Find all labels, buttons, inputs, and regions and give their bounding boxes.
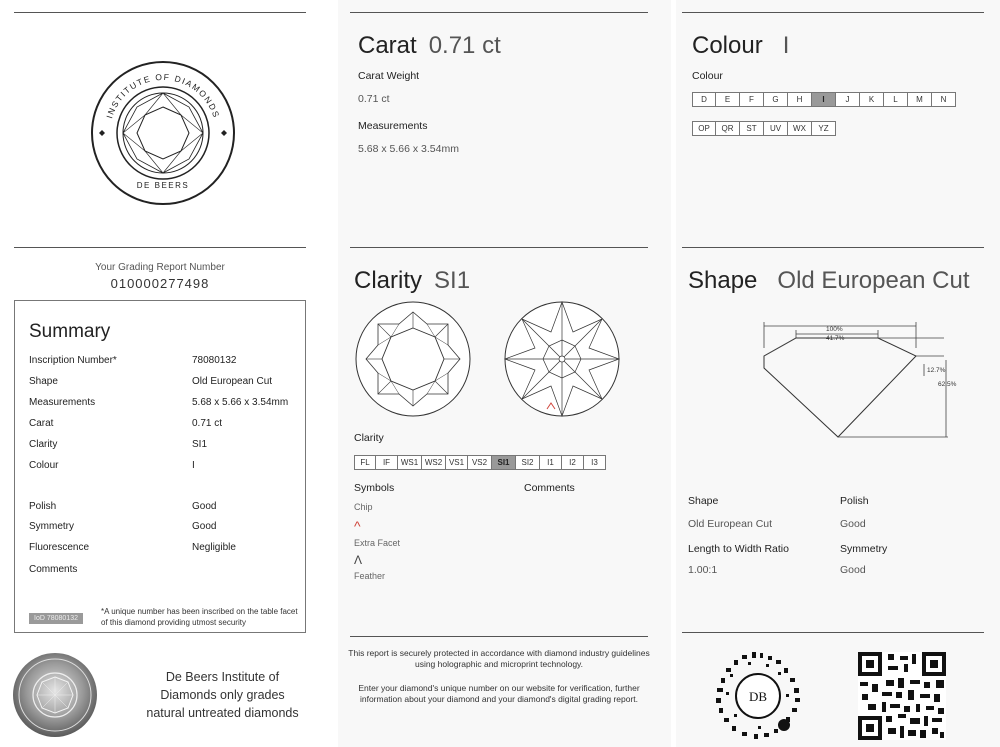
comments-label: Comments bbox=[524, 482, 575, 494]
summary-value: SI1 bbox=[192, 439, 208, 450]
summary-title: Summary bbox=[29, 321, 111, 342]
crown-pct-label: 12.7% bbox=[927, 367, 946, 374]
colour-grade-wx: WX bbox=[788, 121, 812, 136]
lw-ratio-label: Length to Width Ratio bbox=[688, 543, 789, 555]
proportion-diagram bbox=[756, 320, 971, 450]
verification-note: Enter your diamond's unique number on our website for verification, further information about your diamond and your diamond's digital grading report. bbox=[358, 683, 640, 704]
grades-line: natural untreated diamonds bbox=[146, 706, 299, 720]
grades-line: De Beers Institute of bbox=[165, 670, 280, 684]
summary-value: 5.68 x 5.66 x 3.54mm bbox=[192, 397, 289, 408]
summary-key: Fluorescence bbox=[29, 542, 90, 553]
clarity-grade-ws1: WS1 bbox=[398, 455, 422, 470]
colour-grade-f: F bbox=[740, 92, 764, 107]
summary-key: Symmetry bbox=[29, 521, 74, 532]
carat-weight-value: 0.71 ct bbox=[358, 93, 390, 105]
summary-key: Comments bbox=[29, 564, 78, 575]
summary-row bbox=[29, 564, 299, 578]
clarity-pavilion-plot bbox=[503, 300, 621, 423]
clarity-value: SI1 bbox=[434, 267, 471, 294]
symbol-chip-label: Chip bbox=[354, 502, 373, 512]
clarity-grade-i3: I3 bbox=[584, 455, 606, 470]
summary-key: Shape bbox=[29, 376, 58, 387]
summary-key: Polish bbox=[29, 501, 57, 512]
colour-grade-j: J bbox=[836, 92, 860, 107]
shape-value: Old European Cut bbox=[777, 267, 970, 294]
feather-icon: Λ bbox=[354, 553, 363, 567]
symbol-feather-label: Feather bbox=[354, 571, 386, 581]
institute-logo bbox=[90, 60, 236, 206]
summary-key: Carat bbox=[29, 418, 54, 429]
measurements-value: 5.68 x 5.66 x 3.54mm bbox=[358, 143, 459, 155]
logo-arc-bottom-text: DE BEERS bbox=[136, 181, 190, 190]
colour-grade-d: D bbox=[692, 92, 716, 107]
symmetry-value: Good bbox=[840, 564, 866, 576]
clarity-grade-ws2: WS2 bbox=[422, 455, 446, 470]
colour-shape-panel bbox=[676, 0, 1000, 747]
footer-rule bbox=[350, 636, 648, 637]
colour-scale-row-1 bbox=[692, 92, 956, 107]
shape-title: Shape bbox=[688, 267, 758, 294]
summary-key: Inscription Number* bbox=[29, 355, 117, 366]
report-cover-panel bbox=[0, 0, 333, 747]
summary-key: Colour bbox=[29, 460, 59, 471]
shape-prop-value: Old European Cut bbox=[688, 518, 773, 530]
carat-heading bbox=[358, 32, 501, 60]
footer-rule bbox=[682, 632, 984, 633]
symbols-label: Symbols bbox=[354, 482, 395, 494]
colour-grade-n: N bbox=[932, 92, 956, 107]
summary-value: Good bbox=[192, 501, 217, 512]
colour-grade-h: H bbox=[788, 92, 812, 107]
clarity-scale-label: Clarity bbox=[354, 432, 384, 444]
depth-pct-label: 62.5% bbox=[938, 381, 957, 388]
polish-value: Good bbox=[840, 518, 866, 530]
summary-value: 0.71 ct bbox=[192, 418, 223, 429]
width-pct-label: 100% bbox=[826, 326, 843, 333]
symmetry-label: Symmetry bbox=[840, 543, 888, 555]
colour-grade-e: E bbox=[716, 92, 740, 107]
shape-prop-label: Shape bbox=[688, 495, 719, 507]
carat-value: 0.71 ct bbox=[428, 32, 501, 59]
top-rule bbox=[682, 12, 984, 13]
carat-title: Carat bbox=[358, 32, 417, 59]
colour-grade-yz: YZ bbox=[812, 121, 836, 136]
summary-value: Old European Cut bbox=[192, 376, 273, 387]
grades-line: Diamonds only grades bbox=[160, 688, 285, 702]
section-rule bbox=[350, 247, 648, 248]
section-rule bbox=[682, 247, 984, 248]
clarity-scale bbox=[354, 455, 606, 470]
qr-code[interactable] bbox=[858, 652, 946, 745]
summary-row bbox=[29, 460, 299, 474]
summary-row bbox=[29, 501, 299, 515]
report-number: 010000277498 bbox=[110, 276, 210, 291]
colour-grade-l: L bbox=[884, 92, 908, 107]
polish-label: Polish bbox=[840, 495, 869, 507]
measurements-label: Measurements bbox=[358, 120, 428, 132]
top-rule bbox=[350, 12, 648, 13]
colour-grade-i: I bbox=[812, 92, 836, 107]
clarity-grade-vs1: VS1 bbox=[446, 455, 468, 470]
summary-box bbox=[14, 300, 306, 633]
clarity-heading bbox=[354, 267, 470, 295]
logo-arc-top-text: INSTITUTE OF DIAMONDS bbox=[104, 71, 222, 120]
clarity-grade-i2: I2 bbox=[562, 455, 584, 470]
table-pct-label: 41.7% bbox=[826, 335, 845, 342]
summary-row bbox=[29, 355, 299, 369]
carat-weight-label: Carat Weight bbox=[358, 70, 420, 82]
report-number-label: Your Grading Report Number bbox=[95, 262, 225, 273]
summary-value: I bbox=[192, 460, 195, 471]
summary-row bbox=[29, 542, 299, 556]
summary-row bbox=[29, 439, 299, 453]
shape-heading bbox=[688, 267, 970, 295]
summary-row bbox=[29, 418, 299, 432]
colour-scale-label: Colour bbox=[692, 70, 723, 82]
summary-value: 78080132 bbox=[192, 355, 237, 366]
summary-key: Measurements bbox=[29, 397, 96, 408]
colour-grade-st: ST bbox=[740, 121, 764, 136]
summary-value: Good bbox=[192, 521, 217, 532]
hologram-seal-icon bbox=[12, 652, 98, 738]
colour-grade-qr: QR bbox=[716, 121, 740, 136]
colour-heading bbox=[692, 32, 789, 60]
lw-ratio-value: 1.00:1 bbox=[688, 564, 718, 576]
summary-row bbox=[29, 521, 299, 535]
top-rule bbox=[14, 12, 306, 13]
security-note: This report is securely protected in accordance with diamond industry guidelines using holographic and microprint technology. bbox=[348, 648, 650, 669]
colour-grade-g: G bbox=[764, 92, 788, 107]
clarity-grade-if: IF bbox=[376, 455, 398, 470]
carat-clarity-panel bbox=[338, 0, 671, 747]
clarity-grade-fl: FL bbox=[354, 455, 376, 470]
colour-grade-uv: UV bbox=[764, 121, 788, 136]
summary-value: Negligible bbox=[192, 542, 236, 553]
summary-row bbox=[29, 376, 299, 390]
clarity-crown-plot bbox=[354, 300, 472, 423]
colour-scale-row-2 bbox=[692, 121, 836, 136]
colour-title: Colour bbox=[692, 32, 763, 59]
colour-grade-op: OP bbox=[692, 121, 716, 136]
summary-row bbox=[29, 397, 299, 411]
inscription-note: *A unique number has been inscribed on the table facet of this diamond providing utmost security bbox=[101, 607, 298, 627]
symbol-extra-facet-label: Extra Facet bbox=[354, 538, 401, 548]
colour-grade-k: K bbox=[860, 92, 884, 107]
grades-statement bbox=[140, 668, 305, 722]
extra-facet-icon: ^ bbox=[354, 518, 361, 534]
clarity-grade-si1: SI1 bbox=[492, 455, 516, 470]
seal-text: DB bbox=[748, 689, 768, 704]
summary-key: Clarity bbox=[29, 439, 58, 450]
clarity-grade-vs2: VS2 bbox=[468, 455, 492, 470]
clarity-grade-i1: I1 bbox=[540, 455, 562, 470]
clarity-grade-si2: SI2 bbox=[516, 455, 540, 470]
colour-value: I bbox=[782, 32, 790, 59]
colour-grade-m: M bbox=[908, 92, 932, 107]
clarity-title: Clarity bbox=[354, 267, 423, 294]
inscription-badge: IoD 78080132 bbox=[29, 613, 83, 624]
section-rule bbox=[14, 247, 306, 248]
db-seal-code[interactable] bbox=[712, 650, 804, 747]
